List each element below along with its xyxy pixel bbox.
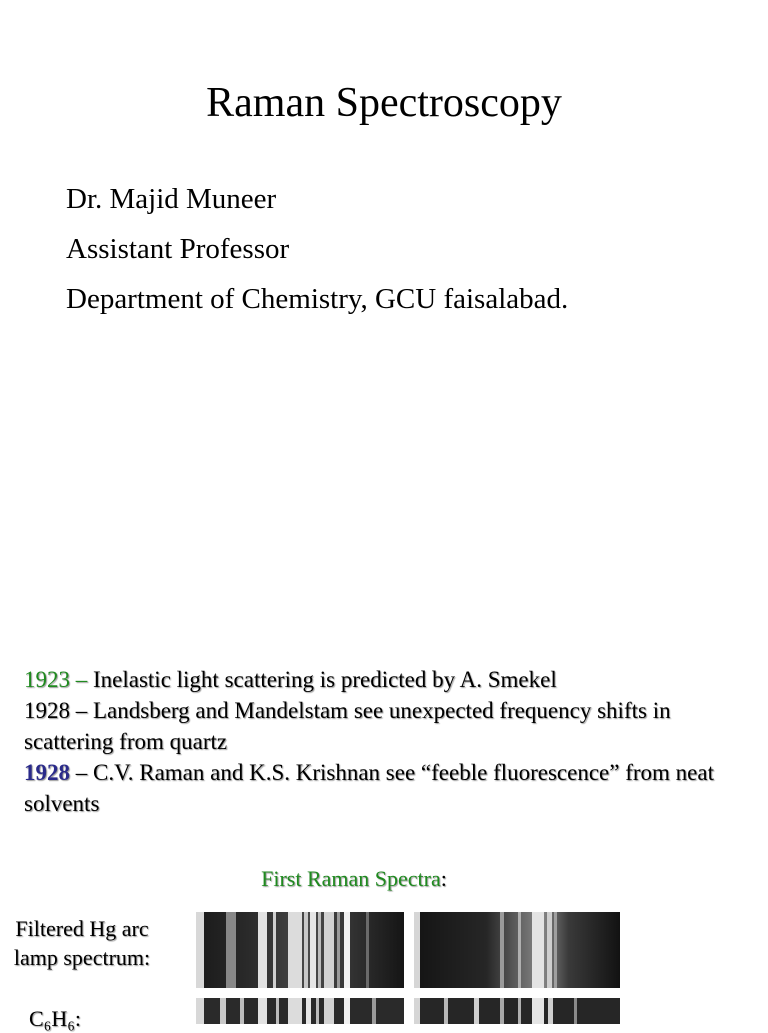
benzene-spectrum-right	[414, 998, 620, 1024]
history-year-1928: 1928	[24, 760, 70, 785]
history-item-1923	[24, 664, 744, 695]
history-timeline	[24, 664, 744, 819]
benzene-spectrum-left	[196, 998, 404, 1024]
slide-title: Raman Spectroscopy	[206, 80, 562, 126]
spectra-title	[0, 864, 708, 894]
author-department: Department of Chemistry, GCU faisalabad.	[66, 283, 569, 315]
history-item-1928-landsberg: 1928 – Landsberg and Mandelstam see unexpected frequency shifts in scattering from quartz	[24, 698, 671, 754]
hg-spectrum-right	[414, 912, 620, 988]
history-text-1928-raman: – C.V. Raman and K.S. Krishnan see “feeble fluorescence” from neat solvents	[24, 760, 714, 816]
hg-spectrum-left	[196, 912, 404, 988]
hg-lamp-label: Filtered Hg arc lamp spectrum:	[13, 916, 151, 970]
spectra-title-colon: :	[440, 866, 447, 891]
benzene-label: C₆H₆:	[28, 1006, 81, 1031]
author-position: Assistant Professor	[66, 233, 290, 265]
author-block	[66, 174, 568, 324]
history-text-1923: Inelastic light scattering is predicted by A. Smekel	[87, 667, 557, 692]
author-name: Dr. Majid Muneer	[66, 183, 277, 215]
history-item-1928-raman	[24, 757, 744, 819]
history-year-1923: 1923 –	[24, 667, 88, 692]
spectra-title-text: First Raman Spectra	[261, 866, 441, 891]
